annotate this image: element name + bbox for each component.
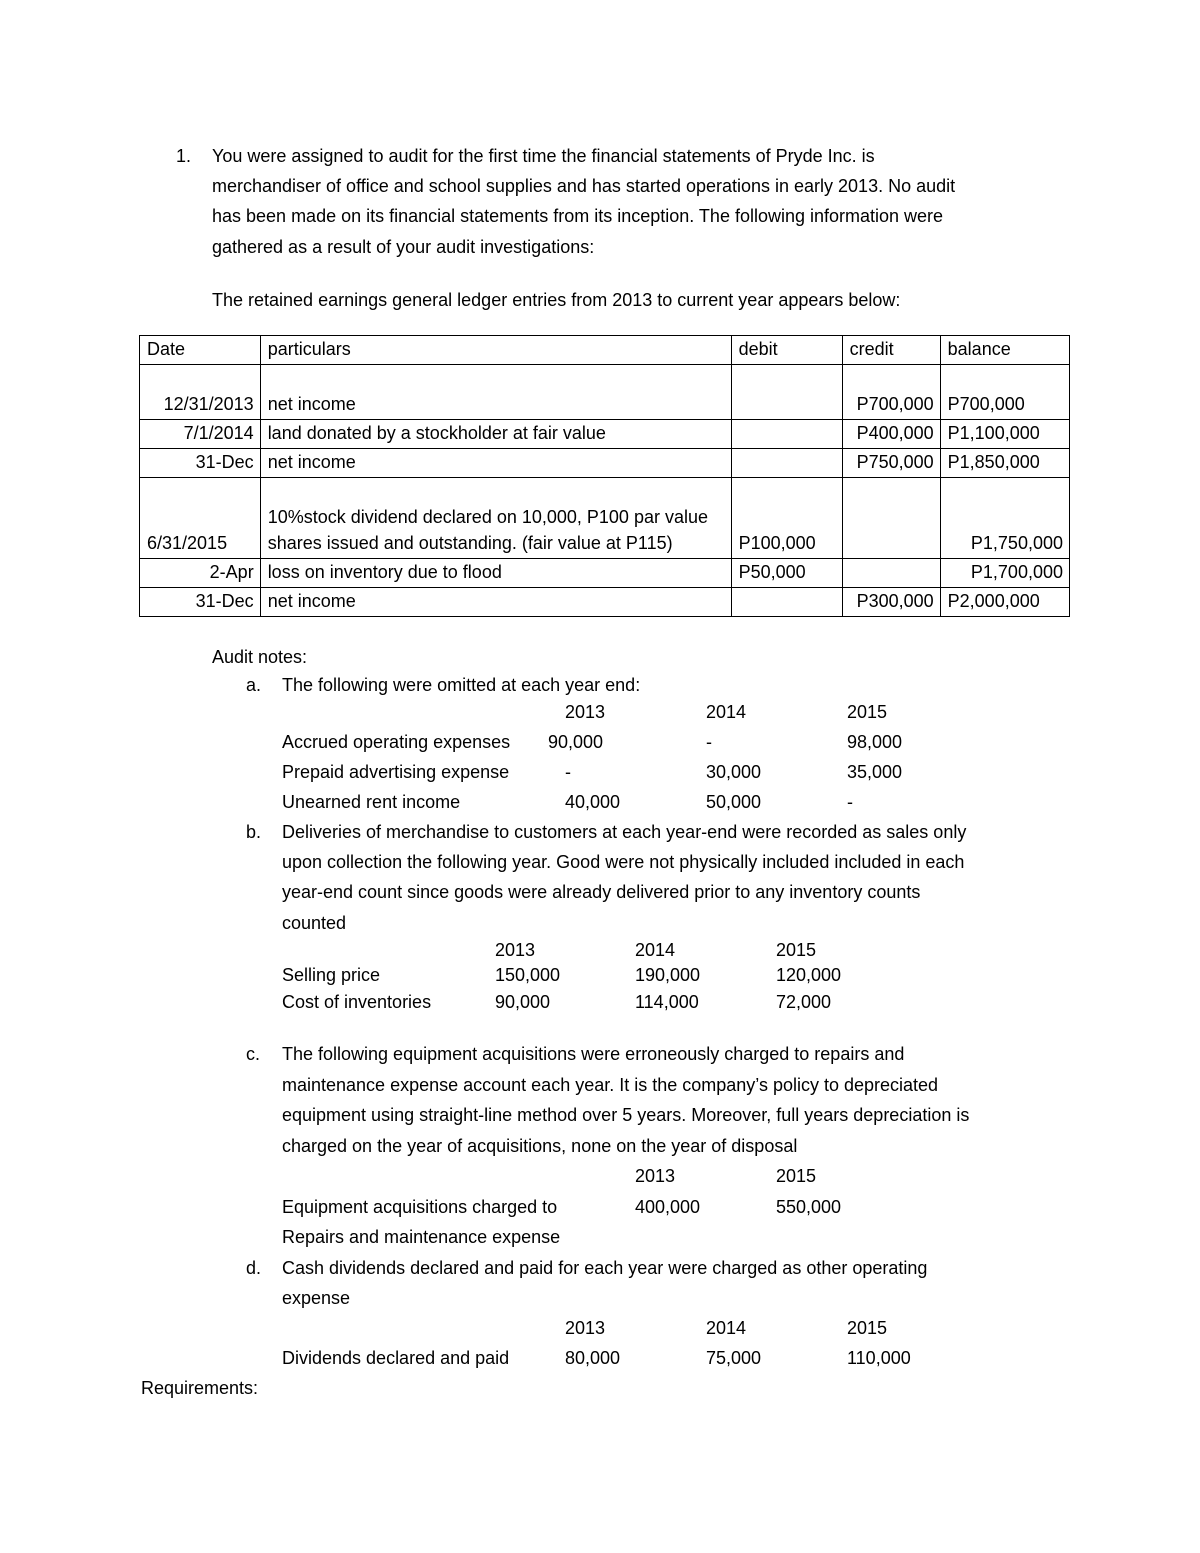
note-b-line: year-end count since goods were already delivered prior to any inventory counts	[282, 882, 921, 902]
row-particulars: 10%stock dividend declared on 10,000, P100 par value shares issued and outstanding. (fair value at P115)	[260, 478, 731, 559]
row-balance: P1,700,000	[940, 559, 1069, 588]
note-a-row-label: Accrued operating expenses	[282, 732, 511, 752]
table-row	[140, 449, 1070, 478]
table-header-row	[140, 336, 1070, 365]
note-b-line: upon collection the following year. Good were not physically included included in each	[282, 852, 965, 872]
note-b-line: Deliveries of merchandise to customers at each year-end were recorded as sales only	[282, 822, 967, 842]
row-date: 6/31/2015	[140, 478, 261, 559]
note-a-year: 2013	[565, 702, 606, 722]
row-debit	[731, 449, 842, 478]
note-d-line: Cash dividends declared and paid for each year were charged as other operating	[282, 1258, 928, 1278]
retained-earnings-ledger-table	[139, 335, 1070, 617]
note-b-value: 72,000	[776, 992, 832, 1012]
note-a-value: 30,000	[706, 762, 762, 782]
note-a-value: 40,000	[565, 792, 621, 812]
note-b-year: 2014	[635, 940, 676, 960]
note-a-value: -	[847, 792, 853, 812]
note-b-year: 2015	[776, 940, 817, 960]
header-particulars: particulars	[260, 336, 731, 365]
note-b-row-label: Cost of inventories	[282, 992, 432, 1012]
row-balance: P1,100,000	[940, 420, 1069, 449]
row-credit: P300,000	[842, 588, 940, 617]
note-c-year: 2013	[635, 1166, 676, 1186]
note-d-line: expense	[282, 1288, 351, 1308]
note-a-value: 98,000	[847, 732, 903, 752]
note-d-value: 110,000	[847, 1348, 911, 1368]
row-date: 31-Dec	[140, 449, 261, 478]
note-b-letter: b.	[246, 822, 262, 842]
note-b-line: counted	[282, 913, 347, 933]
note-a-value: 50,000	[706, 792, 762, 812]
row-debit	[731, 588, 842, 617]
note-c-line: The following equipment acquisitions were erroneously charged to repairs and	[282, 1044, 905, 1064]
row-date: 2-Apr	[140, 559, 261, 588]
ledger-intro: The retained earnings general ledger entries from 2013 to current year appears below:	[212, 290, 901, 310]
question-line-1: You were assigned to audit for the first time the financial statements of Pryde Inc. is	[212, 146, 875, 166]
table-row	[140, 420, 1070, 449]
note-d-value: 75,000	[706, 1348, 762, 1368]
note-b-value: 90,000	[495, 992, 551, 1012]
note-a-year: 2014	[706, 702, 747, 722]
question-line-3: has been made on its financial statements from its inception. The following information were	[212, 206, 944, 226]
row-credit: P700,000	[842, 365, 940, 420]
note-c-row-label: Repairs and maintenance expense	[282, 1227, 561, 1247]
row-particulars: net income	[260, 588, 731, 617]
table-row	[140, 478, 1070, 559]
note-d-row-label: Dividends declared and paid	[282, 1348, 510, 1368]
row-balance: P1,850,000	[940, 449, 1069, 478]
note-c-line: equipment using straight-line method over 5 years. Moreover, full years depreciation is	[282, 1105, 970, 1125]
note-b-value: 150,000	[495, 965, 561, 985]
row-particulars: net income	[260, 449, 731, 478]
note-a-row-label: Unearned rent income	[282, 792, 461, 812]
row-date: 7/1/2014	[140, 420, 261, 449]
question-number: 1.	[176, 146, 192, 166]
note-c-line: charged on the year of acquisitions, none on the year of disposal	[282, 1136, 798, 1156]
row-particulars: loss on inventory due to flood	[260, 559, 731, 588]
note-c-value: 550,000	[776, 1197, 842, 1217]
row-credit	[842, 478, 940, 559]
note-a-value: -	[706, 732, 712, 752]
note-b-value: 120,000	[776, 965, 842, 985]
question-line-4: gathered as a result of your audit investigations:	[212, 237, 595, 257]
header-debit: debit	[731, 336, 842, 365]
row-balance: P2,000,000	[940, 588, 1069, 617]
row-balance: P700,000	[940, 365, 1069, 420]
table-row	[140, 365, 1070, 420]
note-a-year: 2015	[847, 702, 888, 722]
note-a-row-label: Prepaid advertising expense	[282, 762, 510, 782]
row-debit: P100,000	[731, 478, 842, 559]
note-d-year: 2014	[706, 1318, 747, 1338]
note-d-year: 2015	[847, 1318, 888, 1338]
note-b-value: 190,000	[635, 965, 701, 985]
note-b-year: 2013	[495, 940, 536, 960]
row-debit	[731, 420, 842, 449]
note-d-value: 80,000	[565, 1348, 621, 1368]
question-line-2: merchandiser of office and school supplies and has started operations in early 2013. No audit	[212, 176, 956, 196]
note-a-letter: a.	[246, 675, 262, 695]
row-particulars: net income	[260, 365, 731, 420]
row-date: 12/31/2013	[140, 365, 261, 420]
row-credit: P750,000	[842, 449, 940, 478]
note-a-text: The following were omitted at each year end:	[282, 675, 641, 695]
row-credit: P400,000	[842, 420, 940, 449]
note-d-year: 2013	[565, 1318, 606, 1338]
header-date: Date	[140, 336, 261, 365]
row-balance: P1,750,000	[940, 478, 1069, 559]
row-credit	[842, 559, 940, 588]
requirements-label: Requirements:	[141, 1378, 259, 1398]
row-debit	[731, 365, 842, 420]
note-b-value: 114,000	[635, 992, 699, 1012]
row-particulars: land donated by a stockholder at fair value	[260, 420, 731, 449]
note-d-letter: d.	[246, 1258, 262, 1278]
note-a-value: 35,000	[847, 762, 903, 782]
note-c-value: 400,000	[635, 1197, 701, 1217]
row-debit: P50,000	[731, 559, 842, 588]
table-row	[140, 559, 1070, 588]
note-b-row-label: Selling price	[282, 965, 381, 985]
note-c-letter: c.	[246, 1044, 261, 1064]
audit-notes-title: Audit notes:	[212, 647, 308, 667]
note-c-row-label: Equipment acquisitions charged to	[282, 1197, 558, 1217]
note-c-year: 2015	[776, 1166, 817, 1186]
note-c-line: maintenance expense account each year. It is the company’s policy to depreciated	[282, 1075, 939, 1095]
header-credit: credit	[842, 336, 940, 365]
note-a-value: 90,000	[548, 732, 604, 752]
table-row	[140, 588, 1070, 617]
note-a-value: -	[565, 762, 571, 782]
header-balance: balance	[940, 336, 1069, 365]
row-date: 31-Dec	[140, 588, 261, 617]
